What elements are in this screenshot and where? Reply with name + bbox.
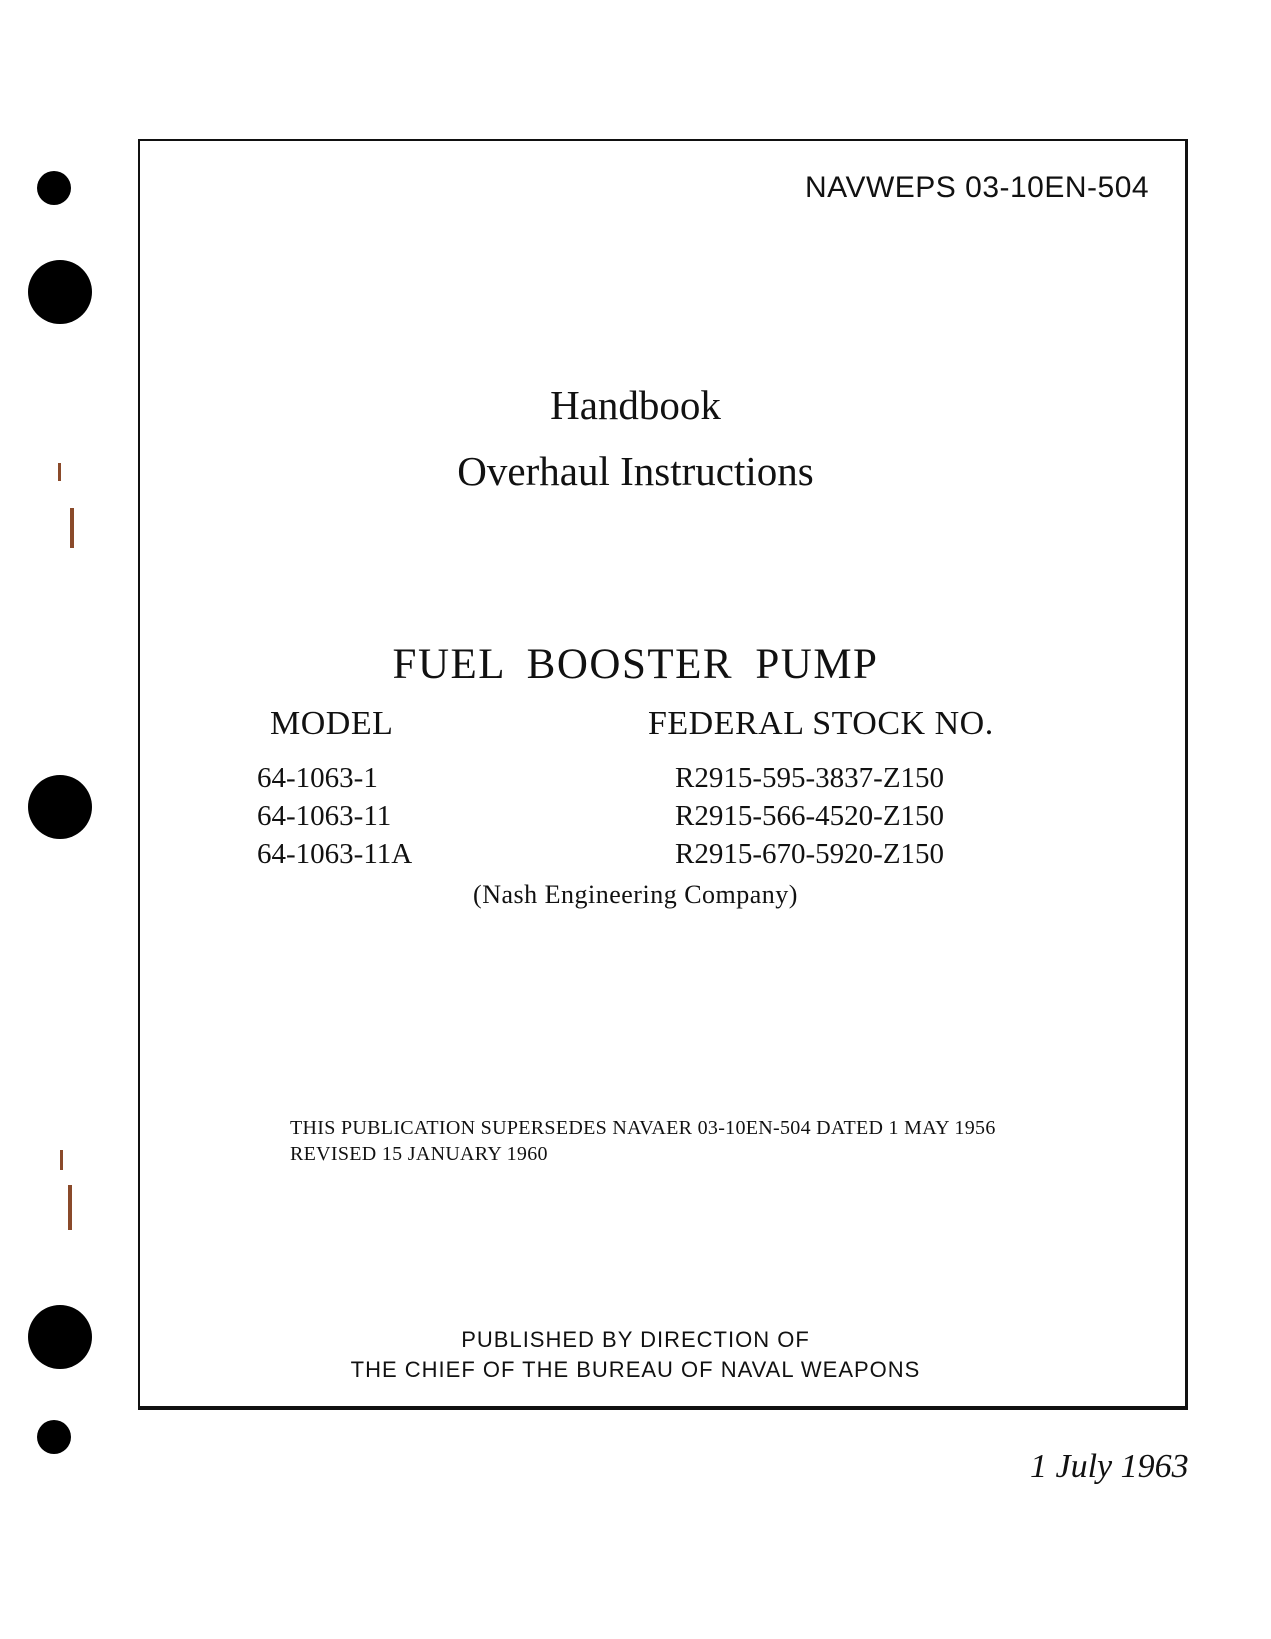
supersedes-notice: THIS PUBLICATION SUPERSEDES NAVAER 03-10EN-504 DATED 1 MAY 1956 REVISED 15 JANUARY 1960 [290, 1117, 996, 1165]
binder-hole-1 [37, 171, 71, 205]
publication-number: NAVWEPS 03-10EN-504 [805, 171, 1150, 204]
publication-date: 1 July 1963 [1030, 1448, 1189, 1485]
manufacturer: (Nash Engineering Company) [473, 880, 798, 909]
staple-mark [70, 508, 74, 548]
stock-number: R2915-670-5920-Z150 [675, 838, 945, 870]
model-column-heading: MODEL [270, 705, 394, 742]
stock-number: R2915-566-4520-Z150 [675, 800, 945, 832]
staple-mark [60, 1150, 63, 1170]
binder-hole-3 [28, 775, 92, 839]
publisher-line-2: THE CHIEF OF THE BUREAU OF NAVAL WEAPONS [350, 1357, 921, 1382]
handbook-heading: Handbook [550, 382, 721, 428]
document-title: FUEL BOOSTER PUMP [392, 641, 879, 688]
binder-hole-2 [28, 260, 92, 324]
binder-hole-5 [37, 1420, 71, 1454]
model-number: 64-1063-11A [257, 838, 413, 870]
stock-column-heading: FEDERAL STOCK NO. [648, 705, 994, 742]
stock-number: R2915-595-3837-Z150 [675, 762, 945, 794]
staple-mark [68, 1185, 72, 1230]
publisher-line-1: PUBLISHED BY DIRECTION OF [461, 1327, 810, 1352]
model-number: 64-1063-11 [257, 800, 392, 832]
overhaul-heading: Overhaul Instructions [457, 448, 814, 494]
model-number: 64-1063-1 [257, 762, 378, 794]
